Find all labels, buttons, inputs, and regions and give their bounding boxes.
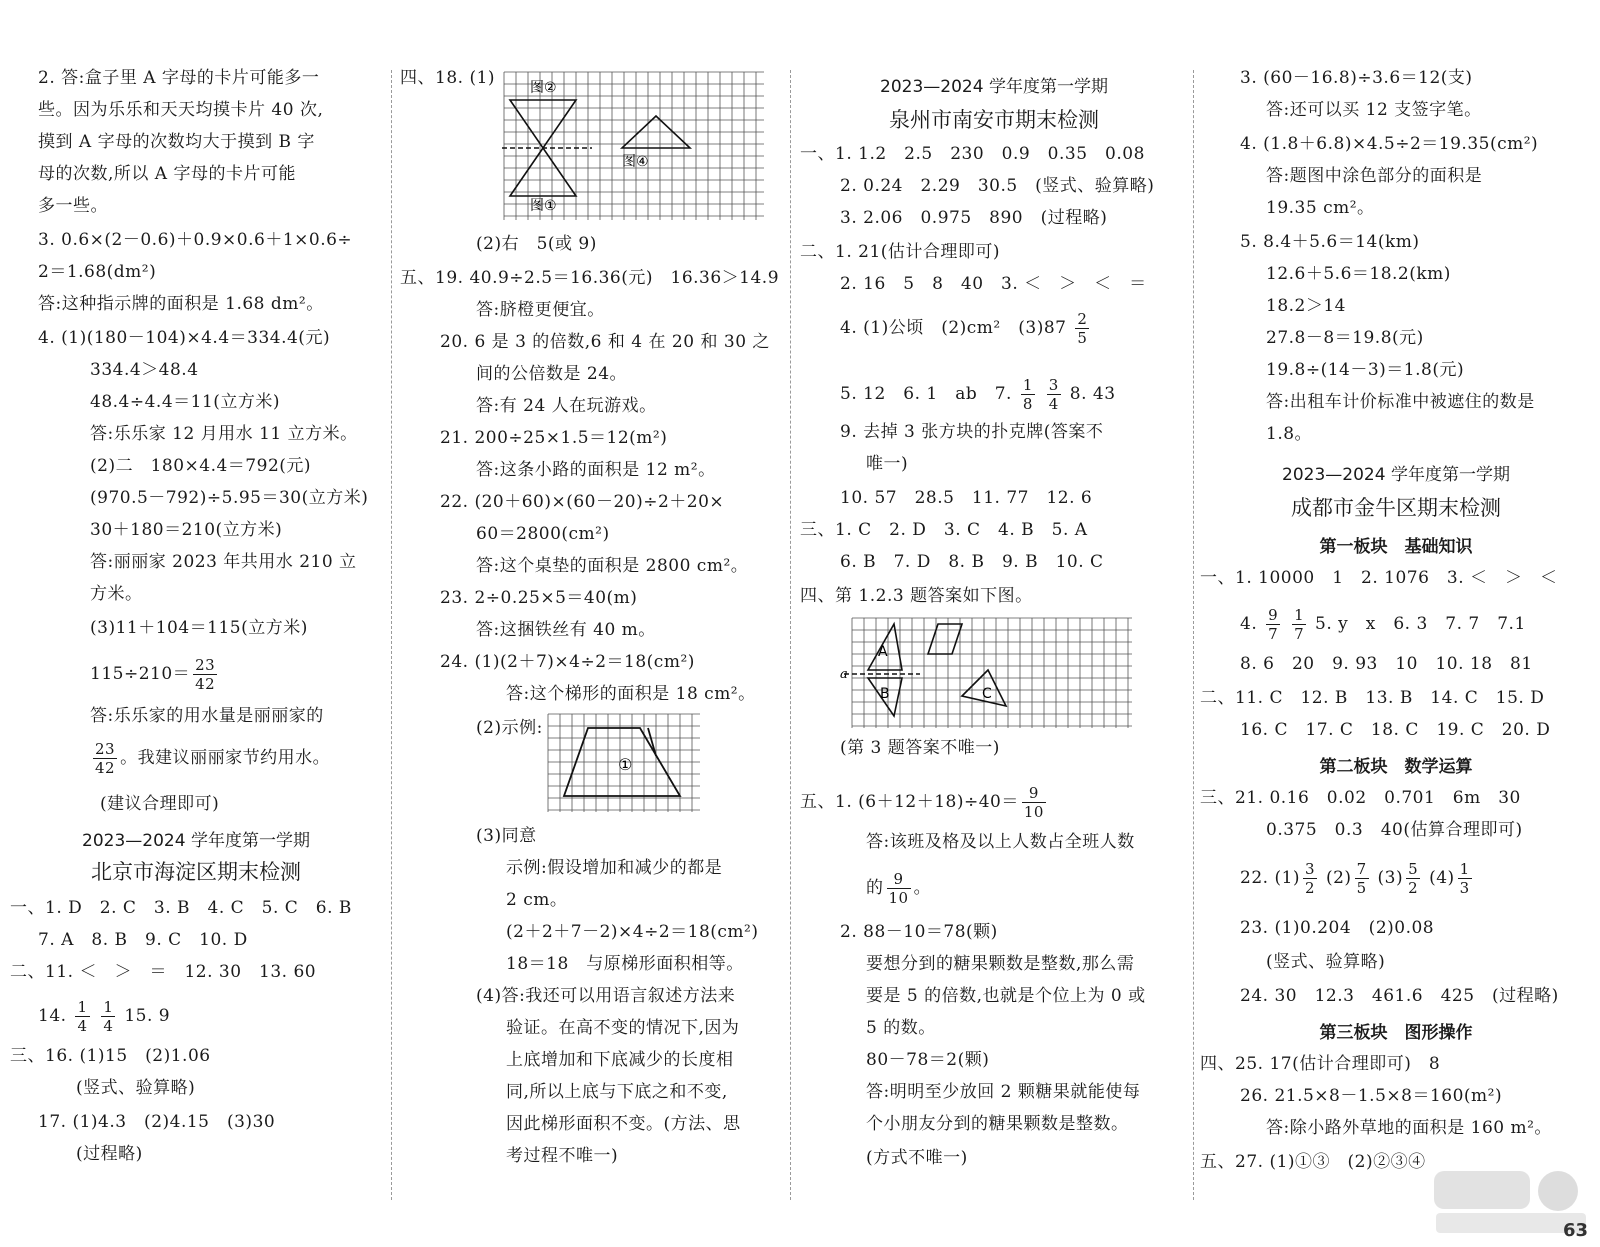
answer-line: 二、11. C 12. B 13. B 14. C 15. D	[1200, 688, 1545, 708]
answer-line: 2. 0.24 2.29 30.5 (竖式、验算略)	[840, 176, 1155, 196]
answer-text: 。我建议丽丽家节约用水。	[120, 748, 331, 768]
figure-label: 图④	[622, 154, 649, 170]
grid-figure-translation	[502, 70, 764, 222]
section-heading: 第二板块 数学运算	[1319, 757, 1473, 777]
answer-line: 唯一)	[866, 454, 909, 474]
answer-line: 答:乐乐家的用水量是丽丽家的	[90, 706, 324, 726]
question-number: 4.	[1240, 614, 1258, 634]
triangle-shape	[510, 100, 576, 148]
exam-term: 2023—2024 学年度第一学期	[880, 77, 1108, 97]
fraction	[1022, 784, 1046, 821]
triangle-shape	[510, 148, 576, 196]
answer-line: 摸到 A 字母的次数均大于摸到 B 字	[38, 132, 315, 152]
fraction	[1355, 860, 1369, 897]
answer-line: (4)答:我还可以用语言叙述方法来	[476, 986, 736, 1006]
figure-label: B	[880, 686, 890, 702]
answer-line: 24. (1)(2＋7)×4÷2＝18(cm²)	[440, 652, 695, 672]
answer-line: (2)右 5(或 9)	[476, 234, 597, 254]
answer-line: 母的次数,所以 A 字母的卡片可能	[38, 164, 296, 184]
answer-text: (3)	[1377, 868, 1404, 888]
answer-line: (过程略)	[76, 1144, 143, 1164]
answer-line: 四、25. 17(估计合理即可) 8	[1200, 1054, 1441, 1074]
fraction	[1047, 376, 1061, 413]
answer-line: (970.5－792)÷5.95＝30(立方米)	[90, 488, 369, 508]
denominator: 7	[1268, 625, 1279, 643]
answer-line: (3)同意	[476, 826, 537, 846]
denominator: 42	[95, 759, 116, 777]
answer-line: (2)二 180×4.4＝792(元)	[90, 456, 312, 476]
fraction	[93, 740, 117, 777]
question-number: 14.	[38, 1006, 67, 1026]
fraction	[1021, 376, 1035, 413]
answer-line: 五、27. (1)①③ (2)②③④	[1200, 1152, 1426, 1172]
answer-line: 334.4＞48.4	[90, 360, 199, 380]
answer-line: (2)示例:	[476, 718, 543, 738]
answer-line: 3. 0.6×(2－0.6)＋0.9×0.6＋1×0.6÷	[38, 230, 353, 250]
fraction	[75, 998, 89, 1035]
answer-text: (4)	[1429, 868, 1455, 888]
fraction	[101, 998, 115, 1035]
answer-line: 要想分到的糖果颗数是整数,那么需	[866, 954, 1135, 974]
answer-line: 二、11. ＜ ＞ ＝ 12. 30 13. 60	[10, 962, 317, 982]
answer-line: 四、第 1.2.3 题答案如下图。	[800, 586, 1033, 606]
answer-line: (第 3 题答案不唯一)	[840, 738, 1000, 758]
answer-line: 一、1. 10000 1 2. 1076 3. ＜ ＞ ＜	[1200, 568, 1558, 588]
fraction	[887, 870, 911, 907]
numerator: 9	[887, 870, 911, 889]
denominator: 5	[1077, 329, 1088, 347]
answer-line: 2. 答:盒子里 A 字母的卡片可能多一	[38, 68, 320, 88]
answer-line: 1.8。	[1266, 424, 1313, 444]
numerator: 3	[1048, 376, 1059, 394]
answer-line: 23. (1)0.204 (2)0.08	[1240, 918, 1435, 938]
answer-line: 答:还可以买 12 支签字笔。	[1266, 100, 1482, 120]
answer-line: 答:明明至少放回 2 颗糖果就能使每	[866, 1082, 1141, 1102]
answer-line: 18＝18 与原梯形面积相等。	[506, 954, 744, 974]
fraction	[193, 656, 217, 693]
numerator: 1	[1459, 860, 1470, 878]
answer-line: 些。因为乐乐和天天均摸卡片 40 次,	[38, 100, 324, 120]
answer-line	[840, 376, 1188, 413]
answer-text: 4. (1)公顷 (2)cm² (3)87	[840, 318, 1067, 338]
answer-line: (3)11＋104＝115(立方米)	[90, 618, 308, 638]
parallelogram-shape	[928, 624, 962, 654]
figure-label: 图①	[530, 198, 557, 214]
answer-line: 要是 5 的倍数,也就是个位上为 0 或	[866, 986, 1146, 1006]
answer-line: 2. 16 5 8 40 3. ＜ ＞ ＜ ＝	[840, 274, 1147, 294]
answer-column-3	[800, 60, 1188, 1220]
answer-text: (2)	[1325, 868, 1352, 888]
fraction	[1292, 606, 1306, 643]
answer-line: 答:该班及格及以上人数占全班人数	[866, 832, 1135, 852]
figure-label: A	[878, 644, 888, 660]
answer-line: 验证。在高不变的情况下,因为	[506, 1018, 740, 1038]
fraction	[1406, 860, 1420, 897]
answer-line: 考过程不唯一)	[506, 1146, 619, 1166]
column-divider	[790, 70, 791, 1200]
numerator: 9	[1022, 784, 1046, 803]
answer-text: 15. 9	[124, 1006, 171, 1026]
denominator: 8	[1022, 395, 1033, 413]
answer-line: 答:丽丽家 2023 年共用水 210 立	[90, 552, 357, 572]
answer-line: 答:这个桌垫的面积是 2800 cm²。	[476, 556, 749, 576]
answer-text: 的	[866, 878, 884, 898]
answer-line: 同,所以上底与下底之和不变,	[506, 1082, 728, 1102]
figure-label: ①	[618, 755, 633, 774]
answer-line: 答:脐橙更便宜。	[476, 300, 605, 320]
answer-line: 上底增加和下底减少的长度相	[506, 1050, 734, 1070]
column-divider	[391, 70, 392, 1200]
answer-line: 一、1. 1.2 2.5 230 0.9 0.35 0.08	[800, 144, 1145, 164]
answer-line	[38, 998, 382, 1035]
answer-line: 二、1. 21(估计合理即可)	[800, 242, 1001, 262]
grid-figure-shapes	[840, 616, 1140, 730]
answer-line: 三、1. C 2. D 3. C 4. B 5. A	[800, 520, 1088, 540]
answer-text: 五、1. (6＋12＋18)÷40＝	[800, 792, 1019, 812]
answer-line	[1240, 860, 1592, 897]
numerator: 9	[1268, 606, 1279, 624]
answer-line	[800, 784, 1188, 821]
answer-line: 3. 2.06 0.975 890 (过程略)	[840, 208, 1108, 228]
numerator: 23	[195, 656, 216, 674]
fraction	[1266, 606, 1280, 643]
numerator: 1	[1294, 606, 1305, 624]
answer-line: 方米。	[90, 584, 143, 604]
answer-line: 2. 88－10＝78(颗)	[840, 922, 998, 942]
denominator: 42	[195, 675, 216, 693]
fraction	[1303, 860, 1317, 897]
answer-column-2	[400, 60, 780, 1220]
answer-line: 12.6＋5.6＝18.2(km)	[1266, 264, 1451, 284]
answer-text: 5. 12 6. 1 ab 7.	[840, 384, 1012, 404]
answer-line: 19.35 cm²。	[1266, 198, 1375, 218]
answer-line: 个小朋友分到的糖果颗数是整数。	[866, 1114, 1129, 1134]
answer-line: 20. 6 是 3 的倍数,6 和 4 在 20 和 30 之	[440, 332, 770, 352]
answer-line	[840, 310, 1188, 347]
answer-line: 三、21. 0.16 0.02 0.701 6m 30	[1200, 788, 1521, 808]
numerator: 7	[1356, 860, 1367, 878]
denominator: 10	[888, 889, 909, 907]
answer-line: 2＝1.68(dm²)	[38, 262, 157, 282]
answer-column-1	[10, 60, 382, 1220]
answer-line: 答:这条小路的面积是 12 m²。	[476, 460, 716, 480]
answer-note: (建议合理即可)	[100, 794, 220, 814]
answer-text: 5. y x 6. 3 7. 7 7.1	[1315, 614, 1526, 634]
answer-line: 6. B 7. D 8. B 9. B 10. C	[840, 552, 1104, 572]
denominator: 3	[1459, 879, 1470, 897]
numerator: 1	[77, 998, 88, 1016]
numerator: 5	[1408, 860, 1419, 878]
denominator: 5	[1356, 879, 1367, 897]
answer-line: 多一些。	[38, 196, 108, 216]
answer-text: 8. 43	[1069, 384, 1116, 404]
answer-line: 23. 2÷0.25×5＝40(m)	[440, 588, 638, 608]
answer-line: (竖式、验算略)	[76, 1078, 196, 1098]
answer-line: 24. 30 12.3 461.6 425 (过程略)	[1240, 986, 1559, 1006]
answer-line: 9. 去掉 3 张方块的扑克牌(答案不	[840, 422, 1104, 442]
answer-line	[866, 870, 1188, 907]
answer-line: 答:这个梯形的面积是 18 cm²。	[506, 684, 756, 704]
answer-line: 因此梯形面积不变。(方法、思	[506, 1114, 741, 1134]
answer-line: 18.2＞14	[1266, 296, 1346, 316]
numerator: 1	[1022, 376, 1033, 394]
answer-line	[90, 740, 382, 777]
answer-line: 21. 200÷25×1.5＝12(m²)	[440, 428, 668, 448]
answer-line: 答:这捆铁丝有 40 m。	[476, 620, 656, 640]
answer-line: 示例:假设增加和减少的都是	[506, 858, 723, 878]
exam-title: 北京市海淀区期末检测	[91, 860, 301, 884]
answer-line: 四、18. (1)	[400, 68, 496, 88]
answer-line: 一、1. D 2. C 3. B 4. C 5. C 6. B	[10, 898, 352, 918]
answer-line: 26. 21.5×8－1.5×8＝160(m²)	[1240, 1086, 1503, 1106]
answer-line: 4. (1.8＋6.8)×4.5÷2＝19.35(cm²)	[1240, 134, 1539, 154]
exam-title: 泉州市南安市期末检测	[889, 108, 1099, 132]
answer-text: 22. (1)	[1240, 868, 1301, 888]
fraction	[1458, 860, 1472, 897]
page-number: 63	[1562, 1220, 1588, 1241]
denominator: 2	[1305, 879, 1316, 897]
axis-label: a	[840, 667, 848, 682]
denominator: 2	[1408, 879, 1419, 897]
answer-line: 17. (1)4.3 (2)4.15 (3)30	[38, 1112, 276, 1132]
figure-label: C	[982, 686, 992, 702]
denominator: 7	[1294, 625, 1305, 643]
answer-line: 2 cm。	[506, 890, 568, 910]
answer-line: 48.4÷4.4＝11(立方米)	[90, 392, 281, 412]
answer-line: (方式不唯一)	[866, 1148, 968, 1168]
answer-line: 27.8－8＝19.8(元)	[1266, 328, 1424, 348]
denominator: 4	[103, 1017, 114, 1035]
section-heading: 第一板块 基础知识	[1319, 537, 1473, 557]
numerator: 3	[1305, 860, 1316, 878]
answer-line: 答:这种指示牌的面积是 1.68 dm²。	[38, 294, 324, 314]
answer-line: 答:乐乐家 12 月用水 11 立方米。	[90, 424, 358, 444]
answer-line: 4. (1)(180－104)×4.4＝334.4(元)	[38, 328, 331, 348]
answer-line: 80－78＝2(颗)	[866, 1050, 990, 1070]
answer-line: (竖式、验算略)	[1266, 952, 1386, 972]
answer-line: 8. 6 20 9. 93 10 10. 18 81	[1240, 654, 1533, 674]
answer-line: 22. (20＋60)×(60－20)÷2＋20×	[440, 492, 725, 512]
answer-line: 答:题图中涂色部分的面积是	[1266, 166, 1483, 186]
answer-line: 60＝2800(cm²)	[476, 524, 610, 544]
denominator: 4	[77, 1017, 88, 1035]
section-heading: 第三板块 图形操作	[1319, 1023, 1473, 1043]
exam-term: 2023—2024 学年度第一学期	[1282, 465, 1510, 485]
denominator: 4	[1048, 395, 1059, 413]
answer-line: (2＋2＋7－2)×4÷2＝18(cm²)	[506, 922, 759, 942]
answer-line	[1240, 606, 1592, 643]
column-divider	[1193, 70, 1194, 1200]
figure-label: 图②	[530, 80, 557, 96]
exam-title: 成都市金牛区期末检测	[1291, 496, 1501, 520]
answer-line: 答:有 24 人在玩游戏。	[476, 396, 657, 416]
exam-term: 2023—2024 学年度第一学期	[82, 831, 310, 851]
answer-line: 答:出租车计价标准中被遮住的数是	[1266, 392, 1535, 412]
numerator: 1	[103, 998, 114, 1016]
numerator: 23	[95, 740, 116, 758]
answer-line: 五、19. 40.9÷2.5＝16.36(元) 16.36＞14.9	[400, 268, 780, 288]
answer-line: 答:除小路外草地的面积是 160 m²。	[1266, 1118, 1552, 1138]
answer-line: 间的公倍数是 24。	[476, 364, 628, 384]
answer-line: 三、16. (1)15 (2)1.06	[10, 1046, 211, 1066]
answer-line: 16. C 17. C 18. C 19. C 20. D	[1240, 720, 1551, 740]
answer-line: 5 的数。	[866, 1018, 936, 1038]
equation-text: 115÷210＝	[90, 664, 191, 684]
answer-line: 30＋180＝210(立方米)	[90, 520, 283, 540]
answer-text: 。	[913, 878, 932, 898]
fraction	[1075, 310, 1089, 347]
answer-column-4	[1200, 60, 1592, 1220]
answer-line	[90, 656, 382, 693]
answer-line: 3. (60－16.8)÷3.6＝12(支)	[1240, 68, 1473, 88]
answer-line: 7. A 8. B 9. C 10. D	[38, 930, 248, 950]
numerator: 2	[1077, 310, 1088, 328]
grid-figure-trapezoid	[546, 712, 702, 816]
answer-line: 10. 57 28.5 11. 77 12. 6	[840, 488, 1093, 508]
denominator: 10	[1023, 803, 1044, 821]
answer-line: 5. 8.4＋5.6＝14(km)	[1240, 232, 1420, 252]
answer-line: 19.8÷(14－3)＝1.8(元)	[1266, 360, 1465, 380]
answer-line: 0.375 0.3 40(估算合理即可)	[1266, 820, 1523, 840]
